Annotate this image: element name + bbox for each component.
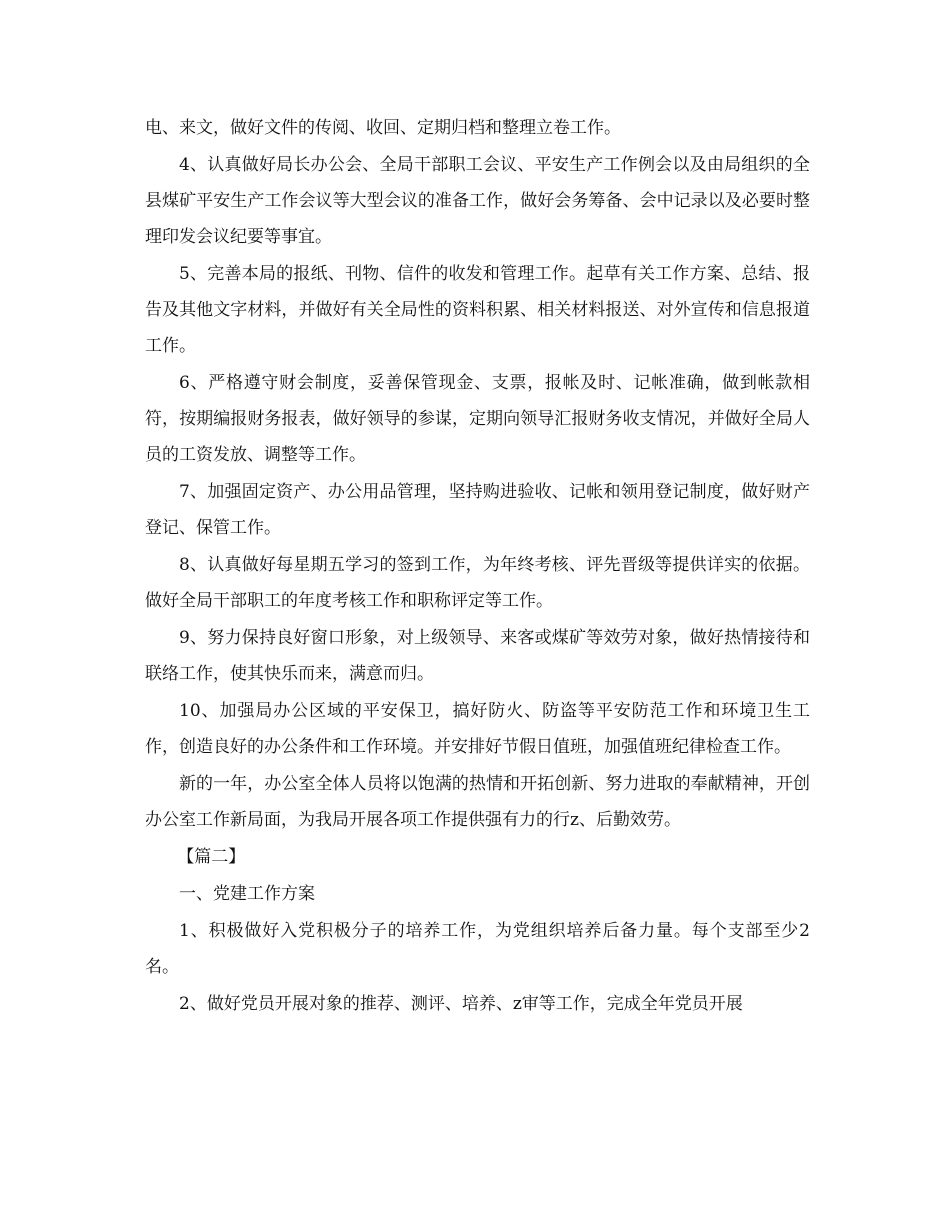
- paragraph-item-8: 8、认真做好每星期五学习的签到工作，为年终考核、评先晋级等提供详实的依据。做好全局干部职工的年度考核工作和职称评定等工作。: [145, 555, 810, 611]
- paragraph-conclusion: 新的一年，办公室全体人员将以饱满的热情和开拓创新、努力进取的奉献精神，开创办公室工作新局面，为我局开展各项工作提供强有力的行z、后勤效劳。: [145, 774, 810, 830]
- paragraph-item-7: 7、加强固定资产、办公用品管理，坚持购进验收、记帐和领用登记制度，做好财产登记、保管工作。: [145, 482, 810, 538]
- section-heading: 【篇二】: [177, 847, 246, 867]
- paragraph-item-9: 9、努力保持良好窗口形象，对上级领导、来客或煤矿等效劳对象，做好热情接待和联络工作，使其快乐而来，满意而归。: [145, 628, 810, 684]
- paragraph-item-4: 4、认真做好局长办公会、全局干部职工会议、平安生产工作例会以及由局组织的全县煤矿平安生产工作会议等大型会议的准备工作，做好会务筹备、会中记录以及必要时整理印发会议纪要等事宜。: [145, 155, 810, 247]
- subsection-heading: 一、党建工作方案: [179, 884, 315, 904]
- document-body: [145, 110, 810, 1023]
- paragraph-item-10: 10、加强局办公区域的平安保卫，搞好防火、防盗等平安防范工作和环境卫生工作，创造良好的办公条件和工作环境。并安排好节假日值班，加强值班纪律检查工作。: [145, 701, 810, 757]
- paragraph-party-item-1: 1、积极做好入党积极分子的培养工作，为党组织培养后备力量。每个支部至少2名。: [145, 921, 810, 977]
- paragraph-continuation: 电、来文，做好文件的传阅、收回、定期归档和整理立卷工作。: [145, 118, 621, 138]
- paragraph-item-5: 5、完善本局的报纸、刊物、信件的收发和管理工作。起草有关工作方案、总结、报告及其他文字材料，并做好有关全局性的资料积累、相关材料报送、对外宣传和信息报道工作。: [145, 264, 810, 356]
- paragraph-item-6: 6、严格遵守财会制度，妥善保管现金、支票，报帐及时、记帐准确，做到帐款相符，按期编报财务报表，做好领导的参谋，定期向领导汇报财务收支情况，并做好全局人员的工资发放、调整等工作。: [145, 373, 810, 465]
- paragraph-party-item-2: 2、做好党员开展对象的推荐、测评、培养、z审等工作，完成全年党员开展: [179, 994, 743, 1014]
